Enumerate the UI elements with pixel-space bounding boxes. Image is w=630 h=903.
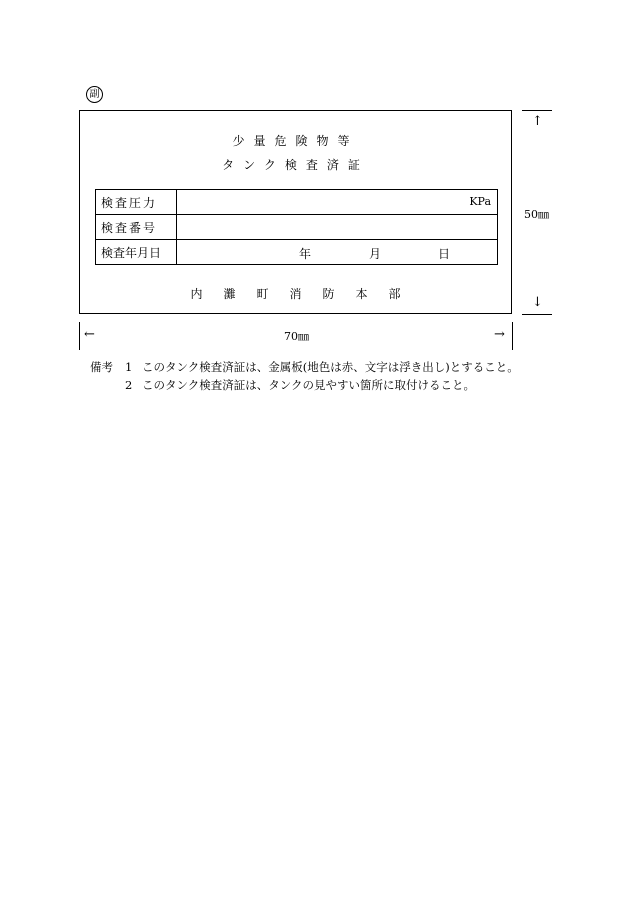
inspection-number-label: 検査番号 [96, 215, 177, 240]
remark-1-text: このタンク検査済証は、金属板(地色は赤、文字は浮き出し)とすること。 [142, 360, 519, 374]
remarks-heading: 備考 [90, 360, 113, 374]
certificate-title-line2: タンク検査済証 [222, 158, 369, 172]
inspection-date-value [177, 240, 498, 265]
width-dimension-label: 70㎜ [284, 330, 309, 343]
certificate-title-line1: 少量危険物等 [232, 134, 359, 148]
arrow-right-icon: → [494, 327, 505, 342]
remark-2-text: このタンク検査済証は、タンクの見やすい箇所に取付けること。 [142, 378, 476, 392]
inspection-date-label: 検査年月日 [96, 240, 177, 265]
width-dim-left-tick [79, 322, 80, 350]
table-row [96, 240, 498, 265]
year-label: 年 [299, 247, 312, 261]
fire-department-name: 内灘町消防本部 [190, 287, 422, 301]
height-dim-top-tick [522, 110, 552, 111]
remark-2-number: 2 [125, 378, 133, 392]
arrow-left-icon: ← [84, 327, 95, 342]
table-row [96, 215, 498, 240]
remark-1-number: 1 [125, 360, 133, 374]
height-dim-bottom-tick [522, 314, 552, 315]
inspection-number-value [177, 215, 498, 240]
pressure-unit: KPa [469, 195, 491, 208]
arrow-down-icon: ↓ [532, 295, 543, 310]
day-label: 日 [438, 247, 451, 261]
table-row [96, 190, 498, 215]
copy-marker: 副 [86, 86, 103, 103]
month-label: 月 [369, 247, 382, 261]
height-dimension-label: 50㎜ [524, 208, 549, 221]
inspection-pressure-label: 検査圧力 [96, 190, 177, 215]
certificate-box [79, 110, 512, 314]
inspection-table [95, 189, 498, 265]
arrow-up-icon: ↑ [532, 114, 543, 129]
inspection-pressure-value [177, 190, 498, 215]
width-dim-right-tick [512, 322, 513, 350]
